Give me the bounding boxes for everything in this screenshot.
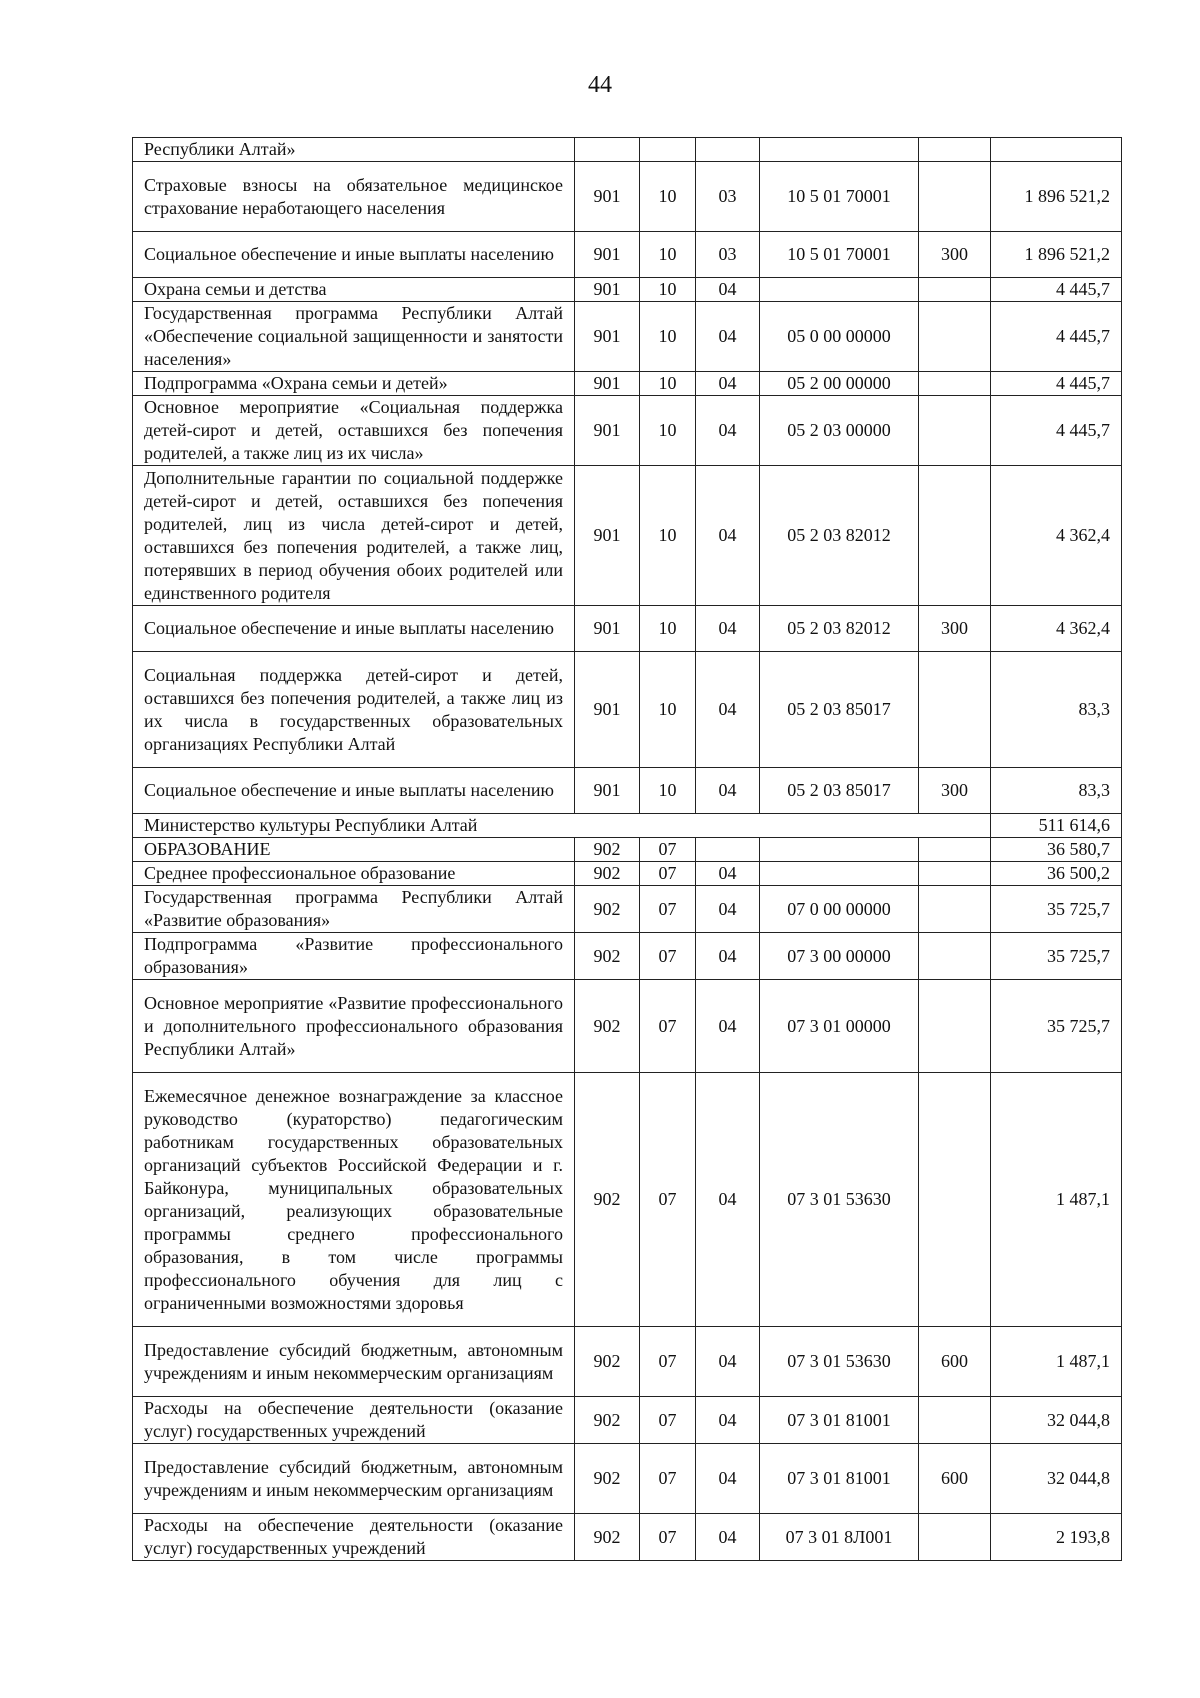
row-gr-cell: 902	[575, 1327, 640, 1397]
row-subsection-cell: 04	[696, 862, 760, 886]
row-target-article-cell: 05 2 03 00000	[760, 396, 919, 466]
row-section-cell: 07	[640, 1514, 696, 1561]
row-section-cell: 07	[640, 980, 696, 1073]
row-target-article-cell	[760, 862, 919, 886]
row-name-cell: Среднее профессиональное образование	[133, 862, 575, 886]
table-row	[133, 1327, 1122, 1397]
row-subsection-cell: 04	[696, 1327, 760, 1397]
table-row	[133, 396, 1122, 466]
row-gr-cell: 902	[575, 838, 640, 862]
row-section-cell: 10	[640, 606, 696, 652]
row-name-cell: Основное мероприятие «Развитие профессионального и дополнительного профессионального образования Республики Алтай»	[133, 980, 575, 1073]
row-subsection-cell: 04	[696, 1073, 760, 1327]
row-subsection-cell: 04	[696, 1514, 760, 1561]
table-row	[133, 606, 1122, 652]
table-row	[133, 302, 1122, 372]
row-amount-cell	[991, 138, 1122, 162]
row-target-article-cell: 07 0 00 00000	[760, 886, 919, 933]
row-name-cell: Социальное обеспечение и иные выплаты населению	[133, 232, 575, 278]
row-name-cell: Дополнительные гарантии по социальной поддержке детей-сирот и детей, оставшихся без попечения родителей, лиц из числа детей-сирот и детей, оставшихся без попечения родителей, а также лиц, потерявших в период обучения обоих родителей или единственного родителя	[133, 466, 575, 606]
row-amount-cell: 36 500,2	[991, 862, 1122, 886]
row-subsection-cell: 04	[696, 396, 760, 466]
row-gr-cell: 901	[575, 162, 640, 232]
row-section-cell: 07	[640, 1073, 696, 1327]
row-target-article-cell: 05 2 00 00000	[760, 372, 919, 396]
row-target-article-cell	[760, 278, 919, 302]
row-name-cell: Социальное обеспечение и иные выплаты населению	[133, 606, 575, 652]
row-expense-type-cell	[919, 1514, 991, 1561]
table-row	[133, 652, 1122, 768]
row-target-article-cell: 10 5 01 70001	[760, 162, 919, 232]
row-amount-cell: 4 445,7	[991, 302, 1122, 372]
table-row	[133, 138, 1122, 162]
row-name-cell: Республики Алтай»	[133, 138, 575, 162]
row-expense-type-cell: 300	[919, 232, 991, 278]
table-row	[133, 933, 1122, 980]
row-section-cell: 10	[640, 372, 696, 396]
row-gr-cell: 901	[575, 278, 640, 302]
row-subsection-cell: 04	[696, 606, 760, 652]
row-expense-type-cell: 300	[919, 606, 991, 652]
table-row	[133, 886, 1122, 933]
table-row	[133, 1397, 1122, 1444]
row-name-cell: Социальное обеспечение и иные выплаты населению	[133, 768, 575, 814]
row-gr-cell: 901	[575, 232, 640, 278]
budget-table-body	[133, 138, 1122, 1561]
row-gr-cell	[575, 138, 640, 162]
row-subsection-cell	[696, 138, 760, 162]
table-row	[133, 838, 1122, 862]
row-gr-cell: 901	[575, 768, 640, 814]
row-gr-cell: 902	[575, 1073, 640, 1327]
row-subsection-cell: 04	[696, 652, 760, 768]
row-subsection-cell: 04	[696, 980, 760, 1073]
row-target-article-cell: 05 2 03 85017	[760, 768, 919, 814]
row-section-cell: 07	[640, 838, 696, 862]
row-name-cell: Охрана семьи и детства	[133, 278, 575, 302]
row-subsection-cell: 04	[696, 886, 760, 933]
row-subsection-cell: 04	[696, 1444, 760, 1514]
table-row	[133, 372, 1122, 396]
row-amount-cell: 36 580,7	[991, 838, 1122, 862]
row-subsection-cell: 04	[696, 933, 760, 980]
row-section-cell: 10	[640, 302, 696, 372]
row-target-article-cell: 05 2 03 82012	[760, 606, 919, 652]
row-amount-cell: 35 725,7	[991, 980, 1122, 1073]
row-gr-cell: 901	[575, 396, 640, 466]
table-row	[133, 466, 1122, 606]
row-name-cell: Подпрограмма «Развитие профессионального образования»	[133, 933, 575, 980]
row-expense-type-cell: 600	[919, 1444, 991, 1514]
table-row	[133, 1444, 1122, 1514]
row-section-cell	[640, 138, 696, 162]
row-expense-type-cell	[919, 1397, 991, 1444]
row-gr-cell: 901	[575, 652, 640, 768]
row-target-article-cell: 05 2 03 82012	[760, 466, 919, 606]
row-subsection-cell: 04	[696, 302, 760, 372]
row-target-article-cell: 07 3 01 00000	[760, 980, 919, 1073]
row-target-article-cell	[760, 138, 919, 162]
row-name-cell: ОБРАЗОВАНИЕ	[133, 838, 575, 862]
row-expense-type-cell	[919, 980, 991, 1073]
row-section-cell: 07	[640, 1327, 696, 1397]
row-section-cell: 10	[640, 768, 696, 814]
row-expense-type-cell	[919, 302, 991, 372]
row-amount-cell: 4 362,4	[991, 466, 1122, 606]
row-name-cell: Предоставление субсидий бюджетным, автономным учреждениям и иным некоммерческим организациям	[133, 1327, 575, 1397]
department-name-cell: Министерство культуры Республики Алтай	[133, 814, 991, 838]
row-subsection-cell: 04	[696, 372, 760, 396]
table-row	[133, 862, 1122, 886]
row-gr-cell: 901	[575, 466, 640, 606]
table-row	[133, 1514, 1122, 1561]
row-amount-cell: 4 445,7	[991, 372, 1122, 396]
row-amount-cell: 32 044,8	[991, 1444, 1122, 1514]
row-amount-cell: 1 896 521,2	[991, 232, 1122, 278]
row-target-article-cell: 07 3 01 81001	[760, 1444, 919, 1514]
row-target-article-cell: 07 3 01 53630	[760, 1327, 919, 1397]
row-gr-cell: 902	[575, 1514, 640, 1561]
row-expense-type-cell	[919, 162, 991, 232]
row-name-cell: Государственная программа Республики Алтай «Обеспечение социальной защищенности и занятости населения»	[133, 302, 575, 372]
row-expense-type-cell	[919, 372, 991, 396]
row-name-cell: Ежемесячное денежное вознаграждение за классное руководство (кураторство) педагогическим работникам государственных образовательных организаций субъектов Российской Федерации и г. Байконура, муниципальных образовательных организаций, реализующих образовательные программы среднего профессионального образования, в том числе программы профессионального обучения для лиц с ограниченными возможностями здоровья	[133, 1073, 575, 1327]
row-amount-cell: 83,3	[991, 652, 1122, 768]
row-gr-cell: 901	[575, 606, 640, 652]
budget-table	[132, 137, 1122, 1561]
row-section-cell: 10	[640, 466, 696, 606]
table-row	[133, 162, 1122, 232]
row-section-cell: 07	[640, 886, 696, 933]
row-target-article-cell: 07 3 01 53630	[760, 1073, 919, 1327]
row-expense-type-cell	[919, 278, 991, 302]
row-name-cell: Расходы на обеспечение деятельности (оказание услуг) государственных учреждений	[133, 1514, 575, 1561]
row-expense-type-cell	[919, 396, 991, 466]
table-row	[133, 278, 1122, 302]
row-section-cell: 10	[640, 162, 696, 232]
row-subsection-cell: 04	[696, 1397, 760, 1444]
row-target-article-cell: 05 2 03 85017	[760, 652, 919, 768]
row-section-cell: 07	[640, 1397, 696, 1444]
row-expense-type-cell	[919, 933, 991, 980]
row-expense-type-cell	[919, 466, 991, 606]
row-amount-cell: 1 487,1	[991, 1327, 1122, 1397]
row-name-cell: Социальная поддержка детей-сирот и детей, оставшихся без попечения родителей, а также лиц из их числа в государственных образовательных организациях Республики Алтай	[133, 652, 575, 768]
page-number: 44	[588, 72, 612, 98]
row-gr-cell: 902	[575, 862, 640, 886]
row-subsection-cell	[696, 838, 760, 862]
row-amount-cell: 35 725,7	[991, 886, 1122, 933]
row-target-article-cell	[760, 838, 919, 862]
department-row	[133, 814, 1122, 838]
table-row	[133, 1073, 1122, 1327]
row-amount-cell: 4 445,7	[991, 396, 1122, 466]
row-target-article-cell: 07 3 01 8Л001	[760, 1514, 919, 1561]
row-gr-cell: 902	[575, 1444, 640, 1514]
row-amount-cell: 4 362,4	[991, 606, 1122, 652]
row-expense-type-cell: 600	[919, 1327, 991, 1397]
row-name-cell: Предоставление субсидий бюджетным, автономным учреждениям и иным некоммерческим организациям	[133, 1444, 575, 1514]
row-target-article-cell: 10 5 01 70001	[760, 232, 919, 278]
row-expense-type-cell	[919, 838, 991, 862]
row-amount-cell: 2 193,8	[991, 1514, 1122, 1561]
row-amount-cell: 83,3	[991, 768, 1122, 814]
row-section-cell: 07	[640, 933, 696, 980]
row-gr-cell: 902	[575, 886, 640, 933]
row-name-cell: Основное мероприятие «Социальная поддержка детей-сирот и детей, оставшихся без попечения родителей, а также лиц из их числа»	[133, 396, 575, 466]
row-section-cell: 07	[640, 862, 696, 886]
row-subsection-cell: 03	[696, 232, 760, 278]
row-section-cell: 10	[640, 232, 696, 278]
row-name-cell: Государственная программа Республики Алтай «Развитие образования»	[133, 886, 575, 933]
row-subsection-cell: 04	[696, 768, 760, 814]
row-amount-cell: 1 896 521,2	[991, 162, 1122, 232]
row-expense-type-cell	[919, 862, 991, 886]
row-subsection-cell: 03	[696, 162, 760, 232]
department-amount-cell: 511 614,6	[991, 814, 1122, 838]
row-section-cell: 10	[640, 652, 696, 768]
row-target-article-cell: 05 0 00 00000	[760, 302, 919, 372]
row-subsection-cell: 04	[696, 466, 760, 606]
row-section-cell: 10	[640, 278, 696, 302]
table-row	[133, 232, 1122, 278]
row-expense-type-cell	[919, 886, 991, 933]
row-gr-cell: 902	[575, 1397, 640, 1444]
row-name-cell: Подпрограмма «Охрана семьи и детей»	[133, 372, 575, 396]
table-row	[133, 768, 1122, 814]
row-amount-cell: 4 445,7	[991, 278, 1122, 302]
row-expense-type-cell	[919, 652, 991, 768]
row-gr-cell: 902	[575, 933, 640, 980]
row-name-cell: Расходы на обеспечение деятельности (оказание услуг) государственных учреждений	[133, 1397, 575, 1444]
row-name-cell: Страховые взносы на обязательное медицинское страхование неработающего населения	[133, 162, 575, 232]
row-amount-cell: 35 725,7	[991, 933, 1122, 980]
row-gr-cell: 901	[575, 372, 640, 396]
row-target-article-cell: 07 3 01 81001	[760, 1397, 919, 1444]
row-amount-cell: 1 487,1	[991, 1073, 1122, 1327]
row-expense-type-cell	[919, 138, 991, 162]
row-amount-cell: 32 044,8	[991, 1397, 1122, 1444]
table-row	[133, 980, 1122, 1073]
row-expense-type-cell	[919, 1073, 991, 1327]
row-target-article-cell: 07 3 00 00000	[760, 933, 919, 980]
row-section-cell: 10	[640, 396, 696, 466]
row-gr-cell: 902	[575, 980, 640, 1073]
row-gr-cell: 901	[575, 302, 640, 372]
row-section-cell: 07	[640, 1444, 696, 1514]
row-subsection-cell: 04	[696, 278, 760, 302]
row-expense-type-cell: 300	[919, 768, 991, 814]
